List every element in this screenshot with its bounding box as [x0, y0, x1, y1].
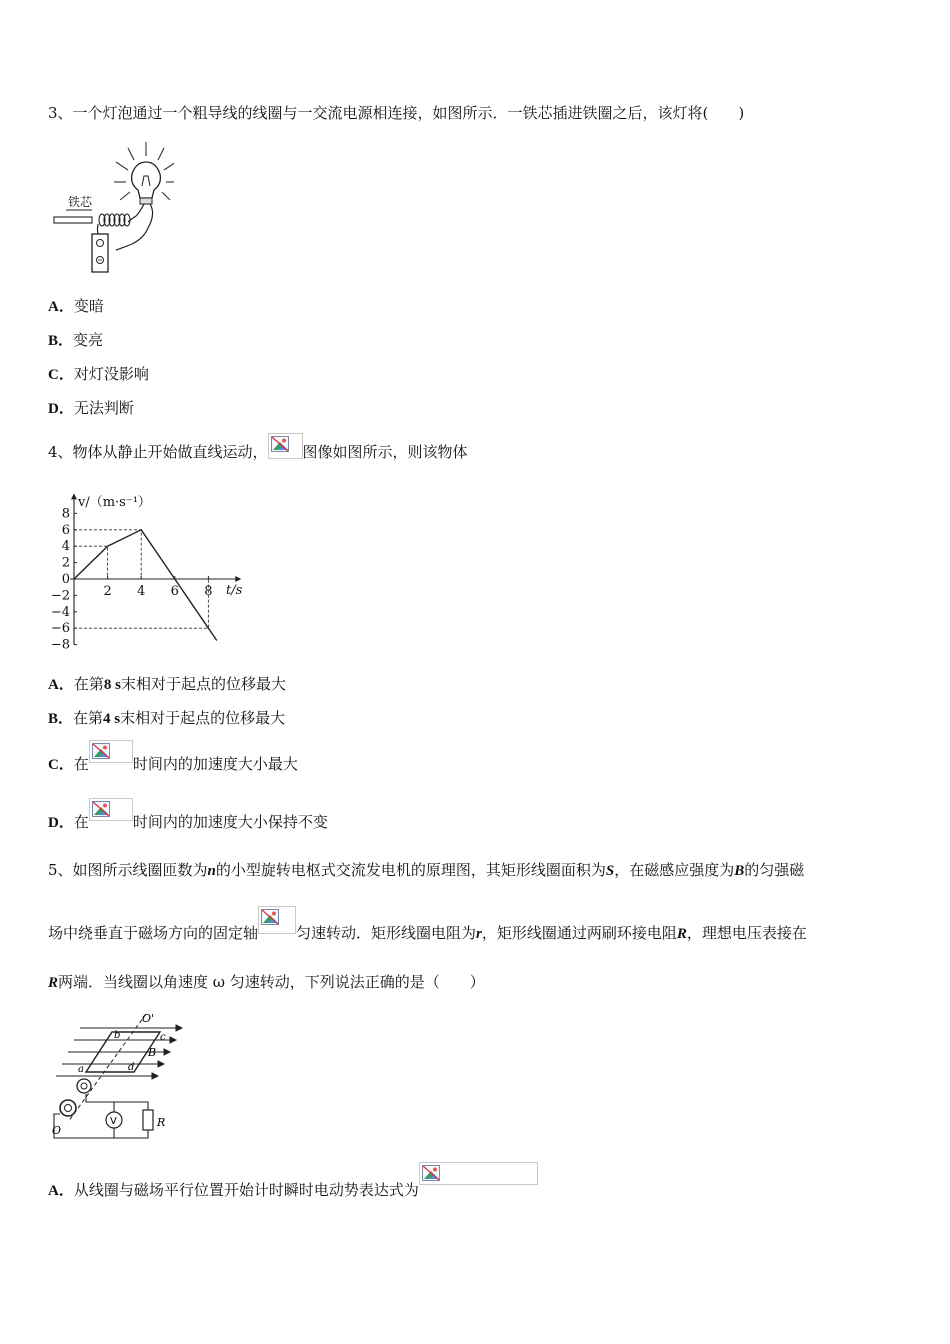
iron-core-label: 铁芯	[68, 195, 93, 209]
x-axis-arrow	[235, 576, 241, 582]
iron-core	[54, 217, 92, 223]
broken-image-icon	[89, 798, 133, 821]
q4-option-d[interactable]: D．在 时间内的加速度大小保持不变	[48, 798, 328, 845]
q4-option-c[interactable]: C．在 时间内的加速度大小最大	[48, 740, 298, 787]
svg-text:c: c	[160, 1032, 166, 1043]
y-tick-label: −4	[50, 604, 70, 620]
y-tick-label: −6	[50, 621, 70, 637]
x-tick-label: 4	[137, 584, 146, 599]
q3-option-c[interactable]: C．对灯没影响	[48, 365, 149, 383]
svg-text:d: d	[128, 1062, 135, 1073]
y-axis-arrow	[71, 493, 77, 499]
x-tick-label: 6	[170, 584, 179, 599]
x-tick-label: 8	[204, 584, 213, 599]
q3-option-b[interactable]: B．变亮	[48, 331, 104, 349]
broken-image-icon	[258, 906, 296, 934]
coil	[99, 214, 130, 226]
q5-stem-line1: 5、如图所示线圈匝数为n的小型旋转电枢式交流发电机的原理图，其矩形线圈面积为S，在磁感应强度为B的匀强磁	[48, 861, 805, 879]
y-tick-label: 0	[61, 572, 70, 587]
svg-text:a: a	[78, 1064, 84, 1075]
y-tick-label: 2	[61, 555, 70, 571]
resistor	[143, 1110, 153, 1130]
svg-text:R: R	[157, 1116, 166, 1129]
q4-option-a[interactable]: A．在第8 s末相对于起点的位移最大	[48, 675, 286, 693]
generator-figure	[46, 1010, 186, 1140]
y-tick-label: 8	[61, 506, 70, 522]
svg-text:O': O'	[142, 1012, 155, 1025]
y-tick-label: −8	[50, 637, 70, 653]
q3-option-d[interactable]: D．无法判断	[48, 399, 134, 417]
velocity-time-chart	[44, 486, 254, 656]
lamp-coil-figure	[52, 140, 174, 275]
y-tick-label: −2	[50, 588, 70, 604]
y-tick-label: 4	[61, 539, 70, 555]
y-axis-label: v/（m·s⁻¹）	[78, 495, 151, 510]
q4-stem: 4、物体从静止开始做直线运动， 图像如图所示，则该物体	[48, 432, 468, 472]
y-tick-label: 6	[61, 522, 70, 538]
q3-stem: 3、一个灯泡通过一个粗导线的线圈与一交流电源相连接，如图所示．一铁芯插进铁圈之后，该灯将( )	[48, 104, 745, 122]
bulb	[132, 162, 161, 198]
q3-option-a[interactable]: A．变暗	[48, 297, 104, 315]
q4-option-b[interactable]: B．在第4 s末相对于起点的位移最大	[48, 709, 286, 727]
svg-text:b: b	[114, 1030, 121, 1041]
svg-text:V: V	[110, 1116, 117, 1127]
broken-image-icon	[268, 433, 303, 459]
q5-option-a[interactable]: A．从线圈与磁场平行位置开始计时瞬时电动势表达式为	[48, 1162, 538, 1213]
chart-axes	[70, 493, 241, 644]
svg-text:O: O	[52, 1124, 62, 1137]
x-tick-label: 2	[103, 584, 112, 599]
broken-image-icon	[89, 740, 133, 763]
svg-text:B: B	[148, 1046, 157, 1059]
broken-image-icon	[419, 1162, 538, 1185]
x-axis-label: t/s	[226, 583, 243, 598]
q5-stem-line3: R两端．当线圈以角速度 ω 匀速转动，下列说法正确的是（ ）	[48, 973, 485, 991]
q5-stem-line2: 场中绕垂直于磁场方向的固定轴 匀速转动．矩形线圈电阻为r，矩形线圈通过两刷环接电阻R，理想电压表接在	[48, 906, 807, 956]
